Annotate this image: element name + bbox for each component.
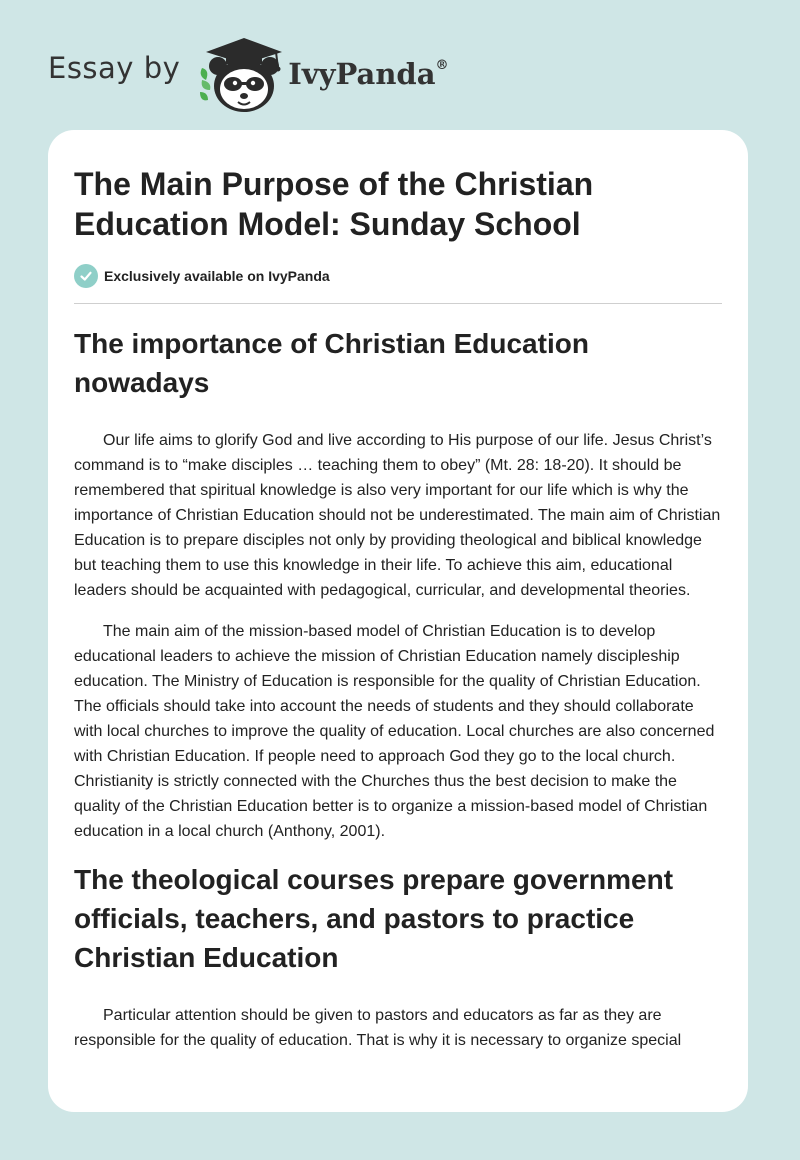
check-icon [74, 264, 98, 288]
site-header [48, 30, 449, 114]
exclusive-badge [74, 264, 330, 288]
title-divider [74, 303, 722, 304]
panda-logo-icon[interactable] [192, 30, 288, 114]
registered-mark: ® [435, 58, 449, 74]
section-heading: The theological courses prepare government officials, teachers, and pastors to practice Christian Education [74, 864, 674, 973]
brand-name[interactable] [288, 57, 448, 91]
paragraph: The main aim of the mission-based model of Christian Education is to develop educational leaders to achieve the mission of Christian Education namely discipleship education. The Ministry of Education is responsible for the quality of Christian Education. The officials should take into account the needs of students and they should collaborate with local churches to improve the quality of education. Local churches are also concerned with Christian Education. If people need to approach God they go to the local church. Christianity is strictly connected with the Churches thus the best decision to make the quality of the Christian Education better is to organize a mission-based model of Christian education in a local church (Anthony, 2001). [74, 623, 715, 840]
article-card [48, 130, 748, 1112]
essay-by-label: Essay by [48, 51, 181, 85]
exclusive-label: Exclusively available on IvyPanda [104, 268, 330, 284]
article-body [74, 324, 722, 1053]
section-heading: The importance of Christian Education nowadays [74, 328, 589, 398]
brand-text: IvyPanda [288, 57, 436, 91]
article-title: The Main Purpose of the Christian Education Model: Sunday School [74, 166, 594, 242]
paragraph: Particular attention should be given to pastors and educators as far as they are responsible for the quality of education. That is why it is necessary to organize special [74, 1007, 682, 1049]
paragraph: Our life aims to glorify God and live according to His purpose of our life. Jesus Christ’s command is to “make disciples … teaching them to obey” (Mt. 28: 18-20). It should be remembered that spiritual knowledge is also very important for our life which is why the importance of Christian Education should not be underestimated. The main aim of Christian Education is to prepare disciples not only by providing theological and biblical knowledge but teaching them to use this knowledge in their life. To achieve this aim, educational leaders should be acquainted with pedagogical, curricular, and developmental theories. [74, 432, 721, 599]
